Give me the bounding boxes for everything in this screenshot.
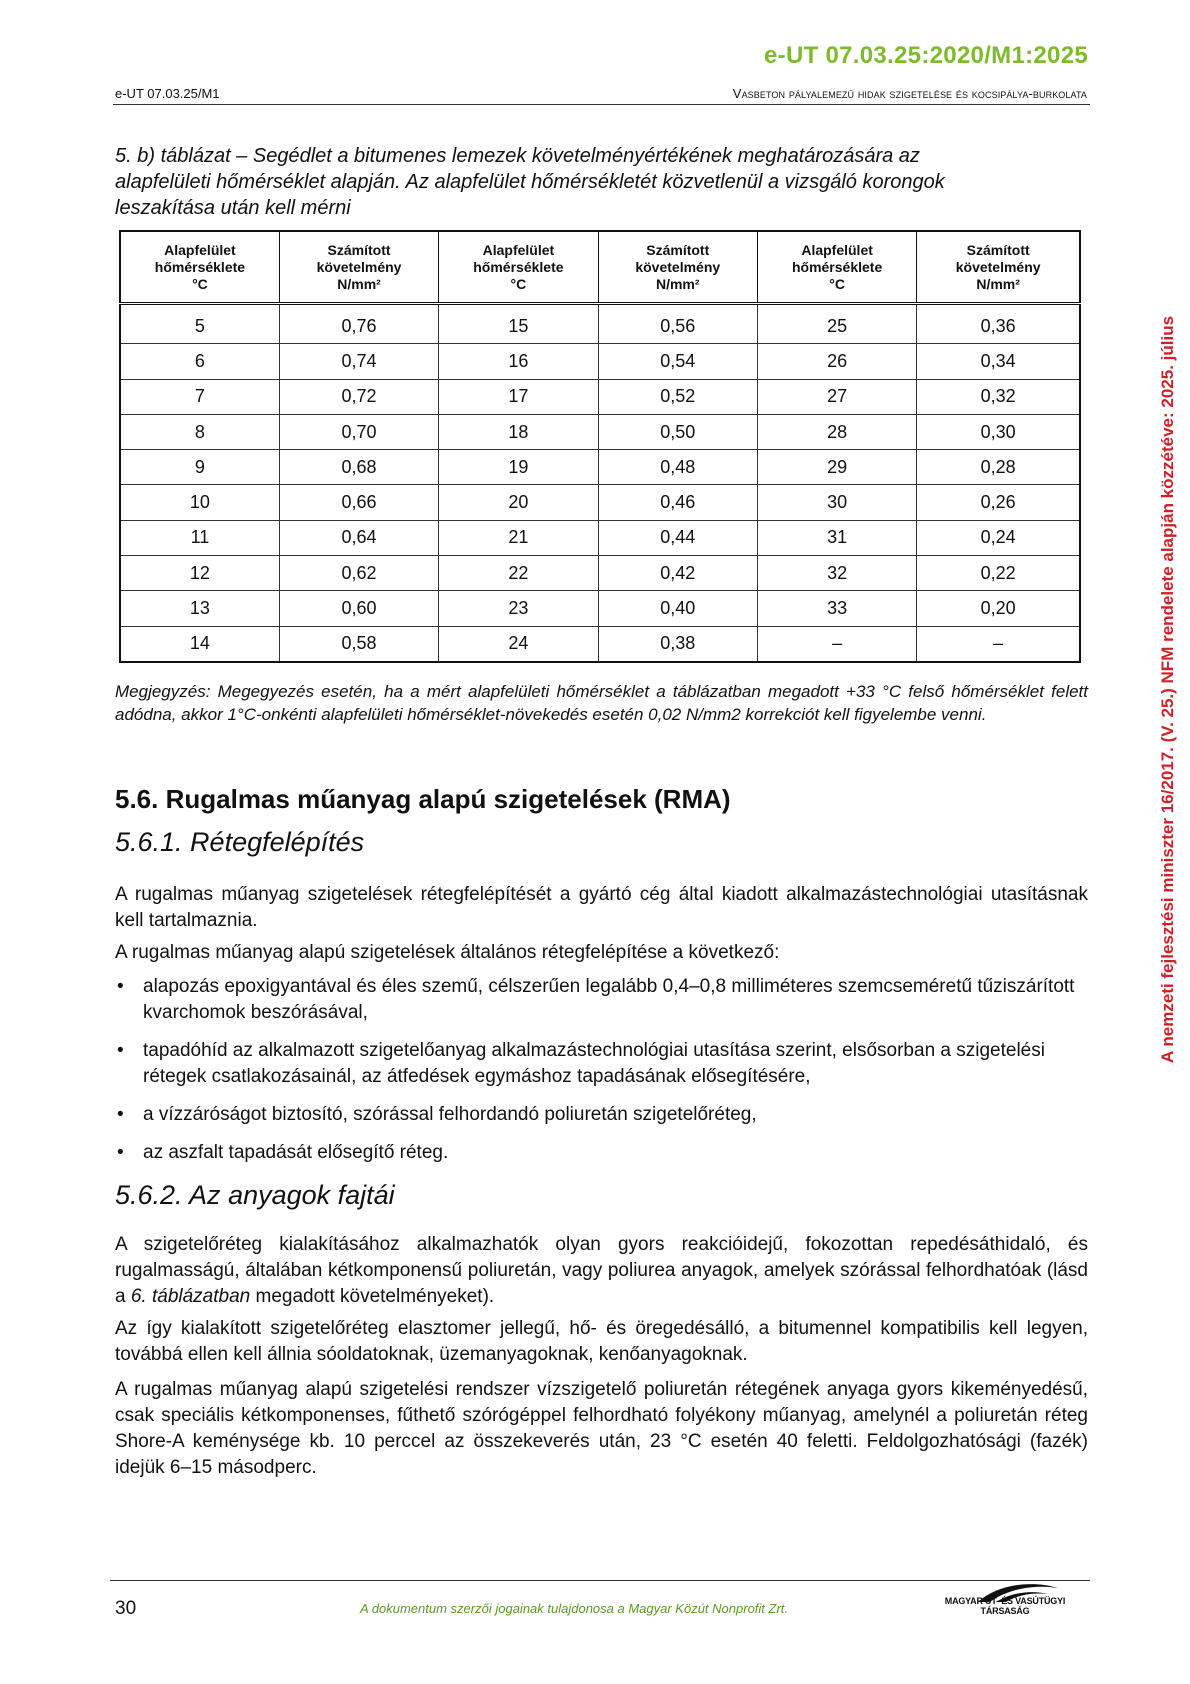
table-cell: 11 [120,520,279,555]
table-row [120,520,1080,555]
table-note: Megjegyzés: Megegyezés esetén, ha a mért alapfelületi hőmérséklet a táblázatban megadott +33 °C felső hőmérséklet felett adódna, akkor 1°C-onkénti alapfelületi hőmérséklet-növekedés esetén 0,02 N/mm2 korrekciót kell figyelembe venni. [115,682,1088,724]
table-cell: 32 [757,556,916,591]
layer-list [115,974,1088,1178]
paragraph-elastomer: Az így kialakított szigetelőréteg elasztomer jellegű, hő- és öregedésálló, a bitumennel kompatibilis kell legyen, továbbá ellen kell állnia sóoldatoknak, üzemanyagoknak, kenőanyagoknak. [115,1318,1088,1365]
table-cell: 12 [120,556,279,591]
table-cell: 0,20 [917,591,1080,626]
table-cell: 0,56 [598,304,757,344]
bullet-icon: • [117,1040,124,1061]
table-cell: 7 [120,379,279,414]
table-cell: 0,30 [917,414,1080,449]
table-row [120,485,1080,520]
list-item: • az aszfalt tapadását elősegítő réteg. [115,1140,1088,1166]
table-cell: 0,24 [917,520,1080,555]
table-cell: 28 [757,414,916,449]
table-cell: 19 [439,450,598,485]
header-requirement-3: Számított követelmény N/mm² [917,231,1080,304]
table-cell: 0,44 [598,520,757,555]
table-row [120,556,1080,591]
bullet-icon: • [117,1104,124,1125]
list-item: • a vízzáróságot biztosító, szórással felhordandó poliuretán szigetelőréteg, [115,1102,1088,1128]
publication-side-note: A nemzeti fejlesztési miniszter 16/2017. (V. 25.) NFM rendelete alapján közzétéve: 2025. július [1158,315,1177,1063]
paragraph-layering-general: A rugalmas műanyag alapú szigetelések általános rétegfelépítése a következő: [115,942,780,963]
paragraph-system: A rugalmas műanyag alapú szigetelési rendszer vízszigetelő poliuretán rétegének anyaga gyors kikeményedésű, csak speciális kétkomponenses, fűthető szórógéppel felhordható folyékony műanyag, amelynél a poliuretán réteg Shore-A keménysége kb. 10 perccel az összekeverés után, 23 °C esetén 40 feletti. Feldolgozhatósági (fazék) idejük 6–15 másodperc. [115,1379,1088,1478]
table-cell: 0,60 [279,591,438,626]
table-cell: 27 [757,379,916,414]
table-reference: 6. táblázatban [130,1286,251,1307]
table-cell: 0,50 [598,414,757,449]
table-cell: 15 [439,304,598,344]
requirement-table [119,230,1081,663]
table-cell: 0,26 [917,485,1080,520]
table-cell: 0,46 [598,485,757,520]
table-cell: 0,36 [917,304,1080,344]
header-standard-id: e-UT 07.03.25/M1 [115,86,220,101]
table-cell: 0,54 [598,344,757,379]
table-cell: 0,38 [598,626,757,662]
table-cell: 0,28 [917,450,1080,485]
bullet-icon: • [117,1142,124,1163]
table-cell: 0,32 [917,379,1080,414]
header-requirement-1: Számított követelmény N/mm² [279,231,438,304]
document-code: e-UT 07.03.25:2020/M1:2025 [764,42,1088,69]
table-cell: 0,74 [279,344,438,379]
header-surface-temp-2: Alapfelület hőmérséklete °C [439,231,598,304]
paragraph-materials: A szigetelőréteg kialakításához alkalmazhatók olyan gyors reakcióidejű, fokozottan repedésáthidaló, és rugalmasságú, általában kétkomponensű poliuretán, vagy poliurea anyagok, amelyek szórással felhordhatóak (lásd a 6. táblázatban megadott követelményeket). [115,1234,1088,1307]
table-cell: 16 [439,344,598,379]
table-cell: 0,52 [598,379,757,414]
table-cell: 5 [120,304,279,344]
table-cell: 21 [439,520,598,555]
table-cell: 0,76 [279,304,438,344]
table-cell: 0,40 [598,591,757,626]
table-row [120,414,1080,449]
table-cell: 17 [439,379,598,414]
header-requirement-2: Számított követelmény N/mm² [598,231,757,304]
table-row [120,304,1080,344]
table-cell: 26 [757,344,916,379]
list-item: • alapozás epoxigyantával és éles szemű, célszerűen legalább 0,4–0,8 milliméteres szemcseméretű tűziszárított kvarchomok beszórásával, [117,976,1075,1023]
table-cell: 33 [757,591,916,626]
table-cell: 29 [757,450,916,485]
list-item: • tapadóhíd az alkalmazott szigetelőanyag alkalmazástechnológiai utasítása szerint, elsősorban a szigetelési rétegek csatlakozásainál, az átfedések egymáshoz tapadásának elősegítésére, [117,1040,1045,1087]
paragraph-layering-intro: A rugalmas műanyag szigetelések rétegfelépítését a gyártó cég által kiadott alkalmazástechnológiai utasításnak kell tartalmaznia. [115,884,1088,931]
table-cell: 0,42 [598,556,757,591]
table-cell: 0,70 [279,414,438,449]
table-caption: 5. b) táblázat – Segédlet a bitumenes lemezek követelményértékének meghatározására az alapfelületi hőmérséklet alapján. Az alapfelület hőmérsékletét közvetlenül a vizsgáló korongok leszakítása után kell mérni [115,145,945,219]
header-document-title: Vasbeton pályalemezű hidak szigetelése és kocsipálya-burkolata [732,86,1087,101]
table-header-row [120,231,1080,304]
table-cell: 10 [120,485,279,520]
table-cell: – [917,626,1080,662]
table-cell: 9 [120,450,279,485]
table-cell: 14 [120,626,279,662]
table-cell: 0,48 [598,450,757,485]
table-cell: 0,64 [279,520,438,555]
table-cell: 0,58 [279,626,438,662]
table-row [120,379,1080,414]
table-row [120,626,1080,662]
table-cell: 22 [439,556,598,591]
table-cell: 18 [439,414,598,449]
header-surface-temp-3: Alapfelület hőmérséklete °C [757,231,916,304]
page-number: 30 [115,1598,137,1619]
table-row [120,450,1080,485]
table-cell: 6 [120,344,279,379]
society-logo [920,1578,1090,1618]
table-cell: 0,68 [279,450,438,485]
subsection-heading-materials: 5.6.2. Az anyagok fajtái [115,1180,395,1210]
table-cell: – [757,626,916,662]
table-cell: 0,62 [279,556,438,591]
table-cell: 0,66 [279,485,438,520]
subsection-heading-layering: 5.6.1. Rétegfelépítés [115,827,365,857]
table-cell: 8 [120,414,279,449]
section-heading: 5.6. Rugalmas műanyag alapú szigetelések (RMA) [115,784,731,814]
header-surface-temp-1: Alapfelület hőmérséklete °C [120,231,279,304]
table-cell: 25 [757,304,916,344]
logo-text: MAGYAR ÚT- ÉS VASÚTÜGYI TÁRSASÁG [944,1596,1066,1616]
table-cell: 23 [439,591,598,626]
footer-copyright: A dokumentum szerzői jogainak tulajdonosa a Magyar Közút Nonprofit Zrt. [360,1601,789,1616]
table-cell: 20 [439,485,598,520]
table-cell: 0,22 [917,556,1080,591]
table-cell: 0,72 [279,379,438,414]
table-cell: 30 [757,485,916,520]
table-cell: 31 [757,520,916,555]
table-cell: 0,34 [917,344,1080,379]
table-row [120,591,1080,626]
table-cell: 13 [120,591,279,626]
table-cell: 24 [439,626,598,662]
header-divider [113,104,1090,105]
bullet-icon: • [117,976,124,997]
table-row [120,344,1080,379]
